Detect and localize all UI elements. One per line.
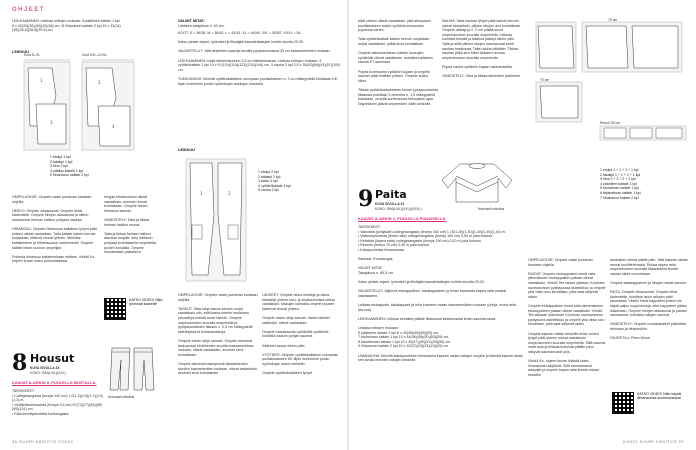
pattern-8-title: Housut — [30, 352, 75, 365]
diagram1-label-c: Koot XXL–XXXL — [82, 53, 107, 57]
cutting-diagram-1 — [12, 56, 137, 152]
right-col4-body: kankaiden oikeat päälle päin. Jätä kapean raidan reunat huolittelematta. Tikkaa kapea raita ompelukoneen suoralla tikkauksella leveän raitaan kiinni reunoistaan. Ompele takakappaleen ja hihojen raidat samoin. PAITA: Ompele olkasaumat. Ompele hihat kädentielle, kohdista hyvin raitojen pääl saumassa. Vinkki! Harsi kappaleet yhteen tai käytä paljon nuppineuloja, ettei kappaleet pääse liukumaan. Ompele hihojen alasaumat ja paidan sivusaumat, kohdista raitojen saumat. VIIMEISTELY: Ompele reunakaitaleet pääntielle, helmaan ja hihansuihin. OHJEET/Ls: Petra Wuori — [610, 258, 688, 341]
cutting-diagram-2-svg — [178, 155, 253, 283]
left-col1-body: OMPELUOHJE: Ompele vaate jousteran kankaan ohjeilla. HEKKO: Ompele olkasaumat. Ompele hihat kädentielle. Ompele hihojen alasaumat ja nielun sivusaumat helman halkion pohjaan saakka. HIHANSUU: Ompele hihansuun kaitaleen lyhyet päät yhteen oikeat vastakkain. Taita kaitale kaksin kerroin nurjakkain; käännä reunat yhteen. Merkitse kaitaleeseen ja hiihansuuhun vastinmerkit. Ompele kaitale hihan suuhun ompelijan. Poimuta hihansuu kaitaleenkaan mittaan. Viekki! Ks. ohjeen kuvan video poimutuksesta. — [12, 195, 97, 264]
cutting-diagram-1-svg — [12, 56, 137, 152]
sweater-svg — [440, 162, 514, 204]
left-col3-body: LAHKEET: Ompele oikea etulahje ja oikea takalahje yhteen sivu- ja sisäsaumoista oikeat vastakkain, taskujen kohdalla ompele puusen kaarevat reunat yhteen. Ompele vasen lahje samoin. Aseta lahkeet sisäkkäin, oikeat vastakkain. Ompele haarasauma vyötäröltä vyötärölle, kohdista haaran pohjan saumat. Käännä housut oikein päin. VYÖTÄRÖ: Ompele vyötärökaitaleen ulompaan puoliskkaaseen KE-tiipin molemmin puolin nyörinkujan aukot merkkiin. Ompele vyötärökaitaleen lyhyet — [262, 293, 339, 376]
left-col1-cont: rengas hihansuuhun oikeat vastakkain, avoimet reunat kohdakkain. Ompele toinen hihansuu samoin. VIIMEISTELY: Taita ja tikkaa helman halkion reunat. Taita ja tikkaa helman halkion alavarat nurjalle, sirry halkioon pohjissa poikittaisella ompeleella puolen kohdalla. Ompele reunakaitale paikalleen. — [104, 195, 157, 255]
pattern-8-number: 8 — [12, 350, 28, 376]
pattern-8-image-label: Normaali mitoitus — [108, 395, 135, 399]
footer-right: 2/2022 SUURI KÄSITYÖ 37 — [622, 439, 684, 444]
pattern-9-subtitle: KUVA SIVULLA 31 — [375, 202, 405, 206]
cutting-diagram-2 — [178, 155, 253, 283]
section-tag: OHJEET — [12, 7, 46, 13]
legend-item: 4 vyötärökaitale 1 kpl — [258, 183, 291, 188]
left-col2-body: KOOT: S = 36/38, M = 38/40, L = 42/44, XL = 46/48, XXL = 50/52, XXXL = 54. Katso yleiset ohjeet, lyhenteet ja fiiistäjää kaavaleikattujen kohtiin sivulta 29-30. VALMISTELUT: Jätä lahkeiden kaavoja sivuilla pystysuunnassa 35 cm kaavankeleiden mukaan. LEIKKAAMINEN: Lisää lahkeensuuhun 3,5 cm käänteisvaraa. Leikkaa mittojen mukaan: 4 vyötärökaitale 1 kpl 10 x 97(104)(110)(123)(134)(140) cm. 5 nauha 2 kpl 3,5 x 78(83)(84)(91)(97)(100) cm. TUKIKANGAS: Kiinnitä vyötärökaitaleen ulompaan puoliskkaseen n. 3 cm etäisyydellä toisistaan KE-tiipin molemmin puolin nyörinkujan aukkojen kohdalla. — [178, 31, 341, 86]
legend-item: 7 hihansuun kaitale 2 kpl — [600, 195, 639, 200]
diagram2-legend — [258, 170, 328, 193]
pattern-9-title: Paita — [375, 188, 407, 201]
qr-code-right[interactable] — [612, 392, 634, 414]
legend-item: 2 takakpl 2 kpl — [258, 174, 281, 179]
legend-item: 5 nauha 2 kpl — [258, 188, 280, 193]
right-col1-body: päät yhteen oikeat vastakkain, jätä alempiaan puoliskkaseen aukko vyötärökuminauhan pujotusta varten. Taita vyötärökaitale kaksin kerroin nurjakkain, nurjat vastakkain, pitkät sivut kohdakkain. Ompele kaksinkertainen kaitale housujen vyötärölle oikeat vastakkain, kohdista kaitaleen sauma KT-saumaan. Pujota kuminauha vyötärön kujaan ja ompele nauhan päät limittäin yhteen. Ompele aukko kiinni. Tikkaa vyötärökaitaleeseen kolme pystysuuntaista tikkausta poikittain 3 ommelta n. 1,5 etäisyydellä toisistaan, venyttä kuminauhaa tikkauksen ajan. Nayrinläveri jäävät ompeleiden väliin keskelle. — [358, 19, 438, 106]
left-intro-text: LEIKKAAMINEN: Leikkaa mittojen mukaan: A päällinen kaitale 1 kpl 6 x 30(33)(35)(39)(42)(46) cm. B hihansuun kaitale 2 kpl 15 x 33(34)(35)(36,5)(38,5)(39,5) cm. — [12, 19, 121, 33]
left-col1-intro — [12, 19, 122, 47]
svg-text:4: 4 — [112, 124, 115, 129]
legend-item: 2 takakpl 1 + 1 + 1 + 1 kpl — [600, 172, 641, 177]
diagram3-label-b: 70 cm — [540, 78, 550, 82]
legend-item: 3 tasku 4 kpl — [258, 179, 278, 184]
cutting-diagram-3 — [530, 16, 690, 168]
svg-text:1: 1 — [40, 78, 43, 83]
diagram1-title: LEIKKUU — [12, 50, 29, 54]
qr-label-right: KATSO VIDEO! Näin käytät liimanauhaa suoristuksissa! — [637, 392, 682, 401]
qr-code[interactable] — [104, 298, 126, 320]
diagram1-legend — [50, 155, 130, 178]
left-col2-title: VALMIT MITAT: — [178, 19, 205, 23]
qr-label: KATSO VIDEO! Näin poimutat kaarelle! — [129, 298, 163, 307]
diagram1-label-a: Koot S–XL — [24, 53, 41, 57]
legend-item: 5 hihansuun kaitale 2 kpl — [50, 173, 89, 178]
pattern-9-link[interactable]: KAAVAT A-ARKIN 2, PUOLELLA PUNAISELLA. — [358, 216, 447, 221]
svg-text:3: 3 — [50, 120, 53, 125]
legend-item: 3 hiha 2 kpl — [50, 164, 68, 169]
left-col2-sizes: Lahkeen sisäpituus n. 63 cm. — [178, 24, 225, 28]
legend-item: 2 takakpl 1 kpl — [50, 159, 73, 164]
pattern-8-materials: TARVIKKEET: • Collegekangasta (leveys 140 cm) 1,0(1,2)(1,5)(1,7)(2,0)(2,3) m. • Vyötärökuminauhaa (leveys 3,5 cm) 67(72)(77)(83)(89)(95)(101) cm. • Pala kiinnitystuotetta tukikangasta. — [12, 389, 103, 416]
pants-illustration — [106, 346, 158, 392]
page-gutter — [347, 0, 349, 450]
legend-item: 3 hiha 2 + 2 + 2 + 2 kpl — [600, 177, 636, 182]
right-col3-body: OMPELUOHJE: Ompele vaate jousteran kankaan ohjeilla. RAIDAT: Ompele etukappaleen leveä raita ylimmäiseen etukappaleen palaan oikeat vastakkain. Vinkki! Tee raidan yläosan V-kulman saumanvaran pystysuoraa asiellekkuu ja ompele yksi viisto sivu kerrallaan, jotta saat kärjestä siistin. Ompele etukappaleen leveä raita alemmaiseen etukappaleen palaan oikeat vastakkain. Vinkki! Tee alaosan ylänurkan V-kulman saumanvaran pystysuora asiellekkuu ja ompele yksi viisto sivu kerrallaan, jotta saat kärjestä siistin. Ompele kapean raidan keskelle ensin toinen lyhyet päät yhteen oikeat vastakkain ompelukoneen suoralla ompeleella. Siltä saumat varat auki ja leikkaa kulmista pääille pieni näkyvät saumanvarat pois. Vinkki! Ks. ohjeen kuvan linkistä video limanauhan käytöstä. Siltä saumanvarat alaspäin ja ompele kapea raita leveän raidan keskelle — [528, 258, 606, 377]
diagram3-label-c: Resori 35 cm — [600, 121, 620, 125]
svg-text:1: 1 — [200, 191, 203, 196]
diagram3-label-a: 70 cm — [608, 18, 618, 22]
diagram2-title: LEIKKUU — [178, 148, 195, 152]
legend-item: 4 päällys kaitale 1 kpl — [50, 168, 84, 173]
legend-item: 1 etukpl 2 kpl — [258, 170, 279, 174]
left-col2-lower: OMPELUOHJE: Ompele vaate jousteran kankaan ohjeilla. TASKUT: Taita lahje kaksin kerroin nurjat vastakkain niin, että kaava-merkin mukainen pituuslinja edestä avoin tarkoin. Ompele ompelukoneen suoralla ompeleella ja pystysuuntaisten tikkaus n. 0,5 cm etäisyydellä taitelinjasta et kohtausnastoja. Ompele toinen lahje samoin. Ompele etummat taskupussit etuläheiden sivuihin kaavamerkkien mukaan, oikeat vastakkain, avoimet sivut kohdakkain. Ompele taemmat taskupussit takalahkeiden sivuihin kaavamerkien mukaan, oikeat vastakkain, avoimet sivut kohdakkain. — [178, 293, 258, 376]
legend-item: 6 takahelman kaitale 1 kpl — [600, 190, 641, 195]
pattern-9-image-label: Normaali mitoitus — [478, 207, 505, 211]
pattern-8-link[interactable]: KAAVAT A-ARKIN 8, PUOLELLA MUSTALLA. — [12, 380, 97, 385]
legend-item: 1 etukpl 1 + 1 + 1 + 1 kpl — [600, 168, 639, 172]
legend-item: 4 päänteen kaitale 1 kpl — [600, 181, 637, 186]
legend-item: 5 etuhelman kaitale 1 kpl — [600, 186, 639, 191]
sweater-illustration — [440, 162, 514, 204]
cutting-diagram-3-svg — [530, 16, 690, 168]
svg-text:2: 2 — [98, 80, 101, 85]
pattern-8-subtitle: KUVA SIVULLA 33 — [30, 366, 60, 370]
svg-text:2: 2 — [228, 191, 231, 196]
right-col2-body: NAUHA: Taita nauhan lyhyet päät kaksin kerroin oikeat vastakkain, pitkien sivujen alut kohdakkain. Ompele päädyt ja n. 2 cm pitkää sivua ompelukoneen suoralla ompeleella. Leikkaa kulmista kiinnitä ja käännä päädyt oikein päin. Taita ja silitä pitkien sivujen saumavarat kohti nauhan keskiosaa. Taita nauha pitkittäin. Tikkaa nauhan pitkä sivu kiinni tikkaten reunaa ompelukoneen suoralla ompeleella. Pujota nauha vyötärön kujaan nauhanastilla. VIIMEISTELY: Taita ja tikkaa lahkeiden päärmeet. — [442, 19, 522, 79]
pattern-9-number: 9 — [358, 186, 374, 212]
pattern-9-sizes: KOKO: S/M(L/XL)(XXL)(XXXL) — [375, 207, 422, 211]
legend-item: 1 etukpl 1 kpl — [50, 155, 71, 159]
footer-left: 36 SUURI KÄSITYÖ 2/2022 — [12, 439, 74, 444]
pants-svg — [106, 346, 158, 392]
diagram3-legend — [600, 168, 690, 200]
right-col12-lower: TARVIKKEET: • Valkoista (pohjaväri) collegekangasta (leveys 160 cm) 1,15(1,25)(1,40)(1,40)(1,40)(1,40) m. • Vaaleanpunaista (leveä raita) collegekangasta (leveys 160 cm) 0,50 m joka kokoon. • Keltaista (kapea raita) collegekangasta (leveys 160 cm) 0,20 m joka kokoon. • Resoria (leveys 70 cm) 0,40 m joka kokoon. • Kaksipuoleista liimanauhaa. Kankaat: Eurokangas. VALMIT MITAT: Takapituus n. 65,5 cm. Katso yleiset ohjeet, lyhenteet ja fiiistäjää kaavaleikattujen kohtiin sivuilta 29-30. VALMISTELUT: Jäljennä etukappaleen, takakappaleen ja hihan kaavoista kapea raita omaksi kaavakseen. Leikkaa etukappale, takakappale ja hiha kolmeen osaan kaavamerkkien mukaan (pohja, leveä raita, ala-osa). LEIKKAAMINEN: Leikkaa kehaiset pääille tikatuksiat lahkiseraidat ilman saumanvaraa. Leikkaa mittojen mukaan: 6 päänteen kaitale 1 kpl 6 x 43(45)(48)(50)(53) cm. 7 etuhelman kaitale 1 kpl 10 x 44(46)(48)(50)(53)(55) cm. 8 takahelman kaitale 1 kpl 10 x 45(47)(49)(51)(53)(55) cm. 9 hihansuun kaitale 2 kpl 10 x 22(22)(23)(24)(24)(25) cm. LIMANAUHA: Kiinnitä kaksipuoleinen liimanauha kapean raidan palojen nurjalle ja kiinnitä kapeat raidat sen avulla leveiden raitojen keskelle. — [358, 225, 523, 363]
pattern-8-sizes: KOKO: S/M(L/XL)(XXL) — [30, 371, 66, 375]
